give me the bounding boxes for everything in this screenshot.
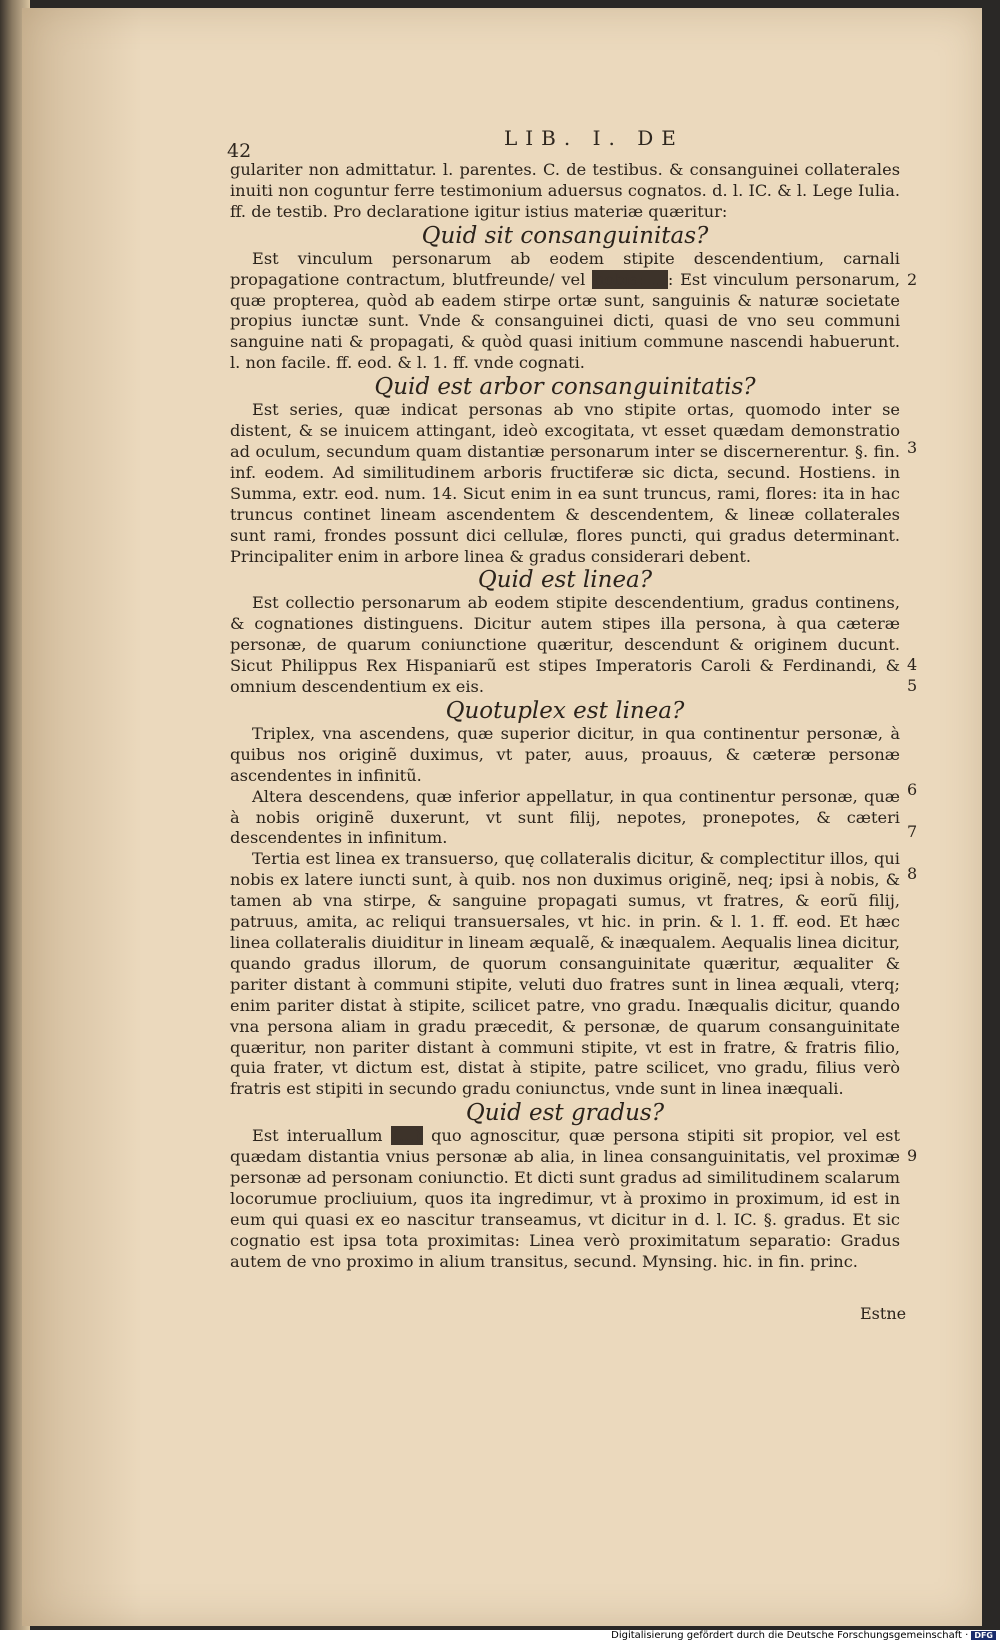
paragraph xyxy=(230,1126,900,1272)
paragraph: Triplex, vna ascendens, quæ superior dicitur, in qua continentur personæ, à quibus nos originẽ duximus, vt pater, auus, proauus, & cæteræ personæ ascendentes in infinitũ. xyxy=(230,723,900,785)
page-number: 42 xyxy=(227,140,252,162)
main-text xyxy=(230,160,900,1273)
digitization-footer xyxy=(580,1630,1000,1643)
margin-number: 6 xyxy=(907,780,918,799)
catchword: Estne xyxy=(860,1304,907,1323)
struck-out-text: nobis: ... xyxy=(594,269,666,289)
page-gutter-shading xyxy=(22,8,142,1626)
paragraph: Tertia est linea ex transuerso, quę collateralis dicitur, & complectitur illos, qui nobis ex latere iuncti sunt, à quib. nos non duximus originẽ, neq; ipsi à nobis, & tamen ab vna stirpe, & sanguine propagati sumus, vt fratres, & eorũ filij, patruus, amita, ac reliqui transuersales, vt hic. in prin. & l. 1. ff. eod. Et hæc linea collateralis diuiditur in lineam æqualẽ, & inæqualem. Aequalis linea dicitur, quando gradus illorum, de quorum consanguinitate quæritur, æqualiter & pariter distant à communi stipite, veluti duo fratres sunt in linea æquali, vterq; enim pariter distat à stipite, scilicet patre, vno gradu. Inæqualis dicitur, quando vna persona aliam in gradu præcedit, & personæ, de quarum consanguinitate quæritur, non pariter distant à communi stipite, vt est in fratre, & fratris filio, quia frater, vt dictum est, distat à stipite, patre scilicet, vno gradu, filius verò fratris est stipiti in secundo gradu coniunctus, vnde sunt in linea inæquali. xyxy=(230,849,900,1099)
struck-out-text: (...) xyxy=(392,1126,421,1146)
margin-number: 9 xyxy=(907,1146,918,1165)
margin-number: 4 xyxy=(907,655,918,674)
margin-number: 8 xyxy=(907,864,918,883)
paragraph: Est series, quæ indicat personas ab vno stipite ortas, quomodo inter se distent, & se inuicem attingant, ideò excogitata, vt esset quædam demonstratio ad oculum, secundum quam distantiæ personarum inter se discernerentur. §. fin. inf. eodem. Ad similitudinem arboris fructiferæ sic dicta, secund. Hostiens. in Summa, extr. eod. num. 14. Sicut enim in ea sunt truncus, rami, flores: ita in hac truncus continet lineam ascendentem & descendentem, & lineæ collaterales sunt rami, frondes possunt dici cellulæ, flores puncti, qui gradus determinant. Principaliter enim in arbore linea & gradus considerari debent. xyxy=(230,400,900,566)
footer-text: Digitalisierung gefördert durch die Deutsche Forschungsgemeinschaft · xyxy=(611,1630,969,1641)
running-head: LIB. I. DE xyxy=(504,126,684,150)
margin-number: 3 xyxy=(907,438,918,457)
paragraph-text: quo agnoscitur, quæ persona stipiti sit propior, vel est quædam distantia vnius personæ ab alia, in linea consanguinitatis, vel proximæ personæ ad personam coniunctio. Et dicti sunt gradus ad similitudinem scalarum locorumue procliuium, quos ita ingredimur, vt à proximo in proximum, id est in eum qui quasi ex eo nascitur transeamus, vt dicitur in d. l. IC. §. gradus. Et sic cognatio est ipsa tota proximitas: Linea verò proximitatum separatio: Gradus autem de vno proximo in alium transitus, secund. Mynsing. hic. in fin. princ. xyxy=(230,1126,900,1271)
question-heading: Quotuplex est linea? xyxy=(445,697,685,724)
question-heading: Quid est arbor consanguinitatis? xyxy=(374,374,756,401)
paragraph-text: : Est vinculum personarum, quæ propterea, quòd ab eadem stirpe ortæ sunt, sanguinis & naturæ societate propius iunctæ sunt. Vnde & consanguinei dicti, quasi de vno seu communi sanguine nati & propagati, & quòd quasi initium commune nascendi habuerunt. l. non facile. ff. eod. & l. 1. ff. vnde cognati. xyxy=(230,269,900,373)
paragraph: gulariter non admittatur. l. parentes. C. de testibus. & consanguinei collaterales inuiti non coguntur ferre testimonium aduersus cognatos. d. l. IC. & l. Lege Iulia. ff. de testib. Pro declaratione igitur istius materiæ quæritur: xyxy=(230,160,900,221)
paragraph xyxy=(230,249,900,374)
paragraph: Est collectio personarum ab eodem stipite descendentium, gradus continens, & cognationes distinguens. Dicitur autem stipes illa persona, à qua cæteræ personæ, de quarum coniunctione quæritur, descendunt & originem ducunt. Sicut Philippus Rex Hispaniarũ est stipes Imperatoris Caroli & Ferdinandi, & omnium descendentium ex eis. xyxy=(230,593,900,697)
margin-number: 7 xyxy=(907,822,918,841)
paragraph-text: Est interuallum xyxy=(252,1126,391,1146)
margin-number: 2 xyxy=(907,270,918,289)
question-heading: Quid sit consanguinitas? xyxy=(421,222,709,249)
margin-number: 5 xyxy=(907,676,918,695)
question-heading: Quid est gradus? xyxy=(465,1100,665,1127)
question-heading: Quid est linea? xyxy=(477,567,653,594)
dfg-logo: DFG xyxy=(971,1631,996,1640)
book-page xyxy=(22,8,982,1626)
paragraph: Altera descendens, quæ inferior appellatur, in qua continentur personæ, quæ à nobis originẽ duxerunt, vt sunt filij, nepotes, pronepotes, & cæteri descendentes in infinitum. xyxy=(230,786,900,848)
paragraph-text: Est vinculum personarum ab eodem stipite descendentium, carnali propagatione contractum, blutfreunde/ vel xyxy=(230,248,900,289)
